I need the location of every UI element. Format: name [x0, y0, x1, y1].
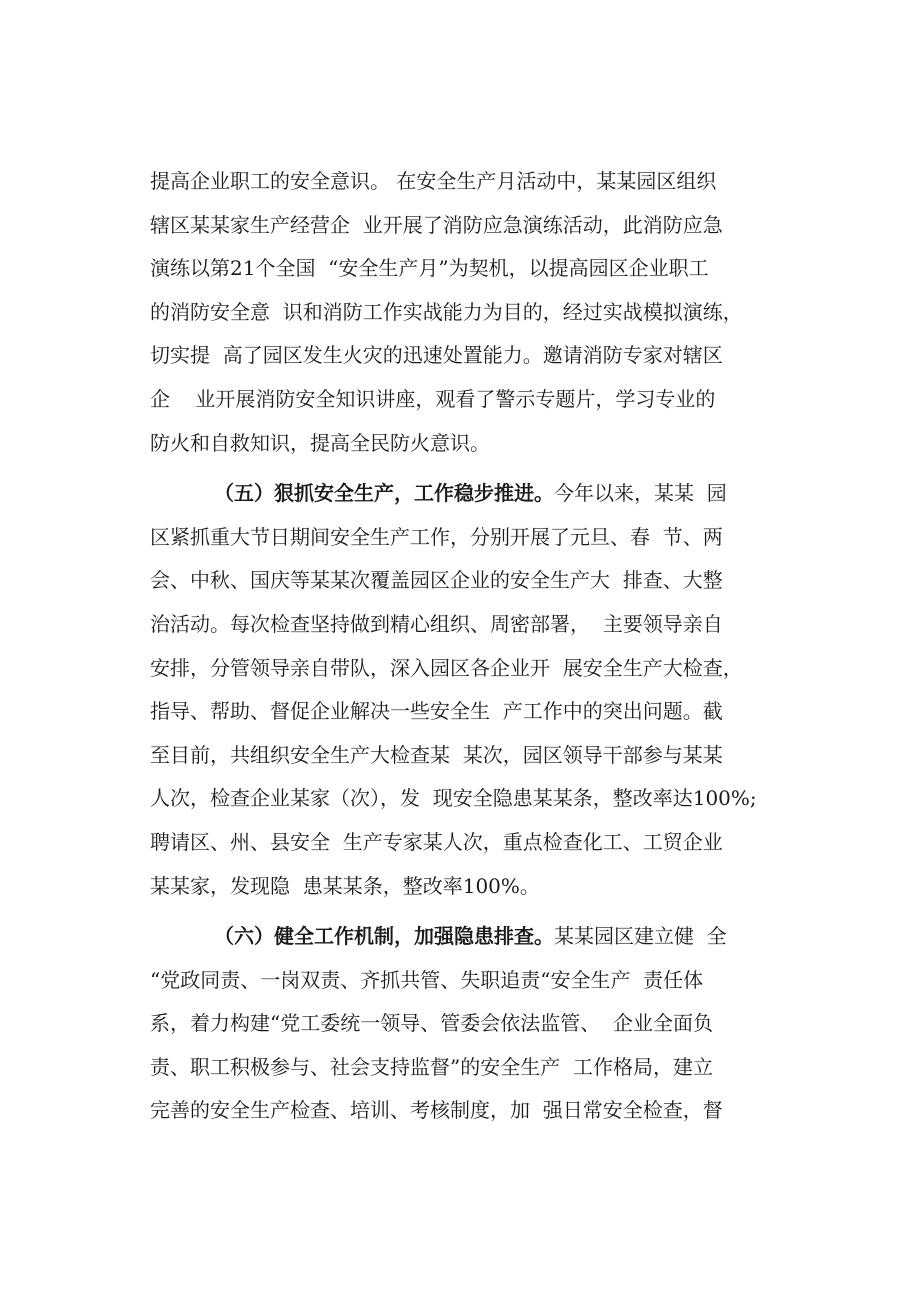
- text-line: 防火和自救知识，提高全民防火意识。: [150, 430, 490, 455]
- text-line: 指导、帮助、督促企业解决一些安全生 产工作中的突出问题。截: [150, 699, 723, 724]
- paragraph-spacer: [150, 908, 800, 915]
- text-line: 某某家，发现隐 患某某条，整改率100%。: [150, 873, 540, 898]
- text-line: 责、职工积极参与、社会支持监督”的安全生产 工作格局，建立: [150, 1054, 713, 1079]
- paragraph-spacer: [150, 465, 800, 472]
- section-heading-six: （六）健全工作机制，加强隐患排查。: [214, 924, 554, 949]
- text-line: 切实提 高了园区发生火灾的迅速处置能力。邀请消防专家对辖区: [150, 343, 723, 368]
- text-line: 完善的安全生产检查、培训、考核制度，加 强日常安全检查，督: [150, 1098, 723, 1123]
- text-line: 的消防安全意 识和消防工作实战能力为目的，经过实战模拟演练，: [150, 299, 743, 324]
- text-line: 人次，检查企业某家（次），发 现安全隐患某某条，整改率达100%;: [150, 786, 757, 811]
- text-line: 至目前，共组织安全生产大检查某 某次，园区领导干部参与某某: [150, 742, 723, 767]
- text-line: 演练以第21个全国 “安全生产月”为契机，以提高园区企业职工: [150, 256, 709, 281]
- text-line-first: [150, 915, 800, 959]
- text-line: 企 业开展消防安全知识讲座，观看了警示专题片，学习专业的: [150, 386, 716, 411]
- paragraph-section-five: [150, 472, 800, 908]
- section-six-opening: 某某园区建立健 全: [554, 924, 727, 949]
- section-heading-five: （五）狠抓安全生产，工作稳步推进。: [214, 481, 554, 506]
- text-line: 安排，分管领导亲自带队，深入园区各企业开 展安全生产大检查，: [150, 655, 743, 680]
- document-body: [150, 160, 800, 1133]
- text-line: 聘请区、州、县安全 生产专家某人次，重点检查化工、工贸企业: [150, 829, 723, 854]
- section-five-opening: 今年以来，某某 园: [554, 481, 727, 506]
- text-line: 提高企业职工的安全意识。 在安全生产月活动中，某某园区组织: [150, 169, 717, 193]
- paragraph-safety-month: [150, 160, 800, 465]
- text-line: “党政同责、一岗双责、齐抓共管、失职追责“安全生产 责任体: [150, 967, 704, 992]
- text-line: 会、中秋、国庆等某某次覆盖园区企业的安全生产大 排查、大整: [150, 568, 723, 593]
- text-line-first: [150, 472, 800, 516]
- text-line: 系，着力构建“党工委统一领导、管委会依法监管、 企业全面负: [150, 1011, 713, 1036]
- text-line: 治活动。每次检查坚持做到精心组织、周密部署， 主要领导亲自: [150, 611, 723, 636]
- text-line: 辖区某某家生产经营企 业开展了消防应急演练活动，此消防应急: [150, 212, 723, 237]
- text-line: 区紧抓重大节日期间安全生产工作，分别开展了元旦、春 节、两: [150, 524, 723, 549]
- paragraph-section-six: [150, 915, 800, 1133]
